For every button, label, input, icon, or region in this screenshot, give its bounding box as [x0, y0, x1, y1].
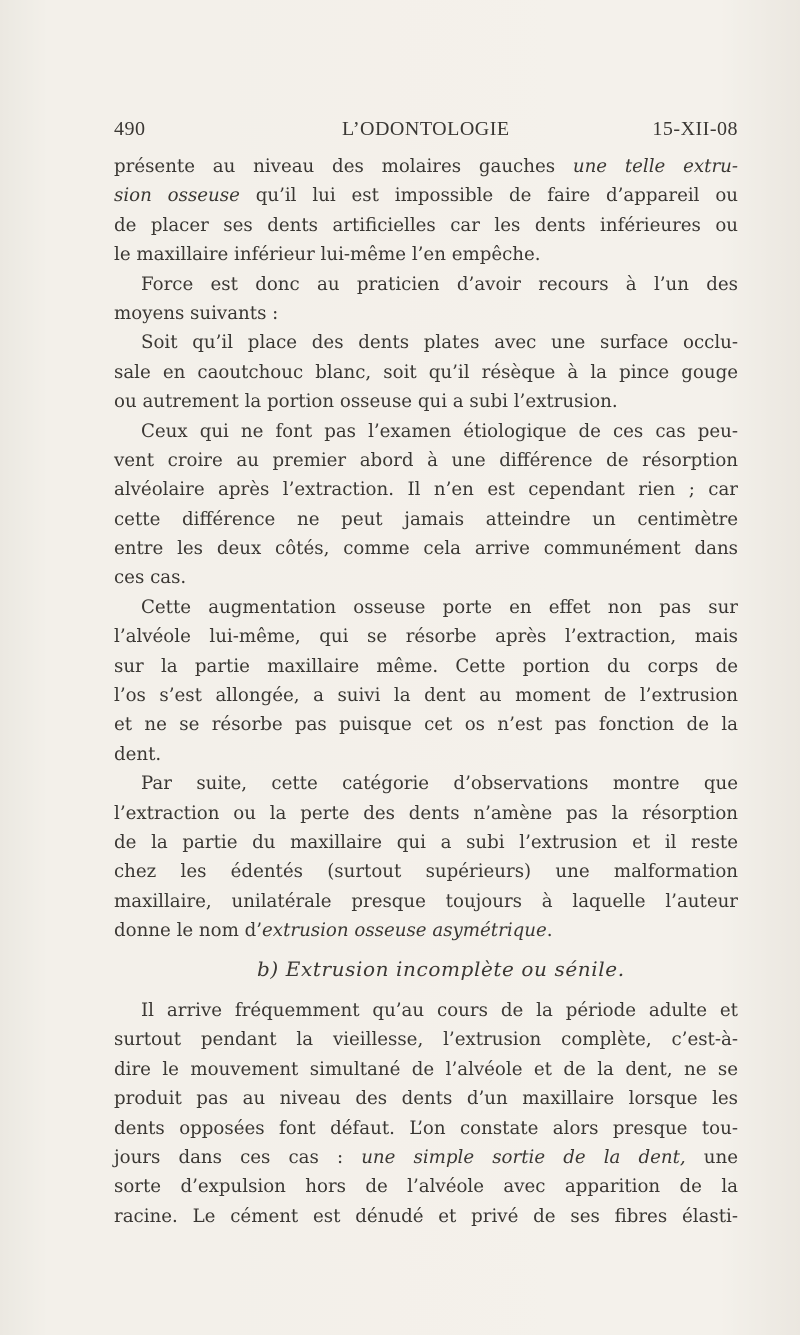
text-line: moyens suivants :: [114, 302, 279, 324]
text-line: Cette augmentation osseuse porte en effet non pas sur: [141, 596, 738, 618]
text-line: sur la partie maxillaire même. Cette portion du corps de: [114, 655, 738, 677]
text-line: surtout pendant la vieillesse, l’extrusion complète, c’est-à-: [114, 1029, 738, 1051]
text-line: de la partie du maxillaire qui a subi l’extrusion et il reste: [114, 831, 738, 853]
text-line: donne le nom d’extrusion osseuse asymétrique.: [114, 920, 553, 942]
text-line: Ceux qui ne font pas l’examen étiologique de ces cas peu-: [141, 420, 738, 442]
text-line: Force est donc au praticien d’avoir recours à l’un des: [141, 273, 738, 295]
text-line: et ne se résorbe pas puisque cet os n’est pas fonction de la: [114, 714, 738, 736]
paragraph: [114, 270, 738, 329]
text-line: ces cas.: [114, 567, 187, 589]
issue-date: 15-XII-08: [652, 118, 738, 140]
paragraph: [114, 328, 738, 416]
body-text: [114, 152, 738, 1231]
text-line: Par suite, cette catégorie d’observations montre que: [141, 773, 738, 795]
text-line: sorte d’expulsion hors de l’alvéole avec apparition de la: [114, 1176, 738, 1198]
text-line: maxillaire, unilatérale presque toujours à laquelle l’auteur: [114, 890, 738, 912]
section-subheading: b) Extrusion incomplète ou sénile.: [257, 956, 625, 981]
text-line: Soit qu’il place des dents plates avec une surface occlu-: [141, 332, 738, 354]
text-line: racine. Le cément est dénudé et privé de ses fibres élasti-: [114, 1205, 738, 1227]
text-line: entre les deux côtés, comme cela arrive communément dans: [114, 538, 738, 560]
text-line: l’alvéole lui-même, qui se résorbe après l’extraction, mais: [114, 626, 738, 648]
text-line: le maxillaire inférieur lui-même l’en empêche.: [114, 244, 541, 266]
text-line: jours dans ces cas : une simple sortie de la dent, une: [114, 1146, 738, 1168]
text-line: présente au niveau des molaires gauches une telle extru-: [114, 156, 738, 177]
text-line: chez les édentés (surtout supérieurs) une malformation: [114, 861, 738, 883]
emphasis: une simple sortie de la dent,: [361, 1146, 686, 1168]
paragraph: [114, 417, 738, 593]
paragraph: [114, 769, 738, 945]
text-line: sale en caoutchouc blanc, soit qu’il résèque à la pince gouge: [114, 361, 738, 383]
running-title: L’ODONTOLOGIE: [342, 118, 510, 140]
paragraph: [114, 593, 738, 769]
emphasis: une telle extru-: [572, 156, 738, 177]
text-line: dents opposées font défaut. L’on constate alors presque tou-: [114, 1117, 738, 1139]
text-line: sion osseuse qu’il lui est impossible de faire d’appareil ou: [114, 185, 738, 207]
text-line: l’os s’est allongée, a suivi la dent au moment de l’extrusion: [114, 685, 738, 707]
text-line: de placer ses dents artificielles car les dents inférieures ou: [114, 214, 738, 236]
text-line: dire le mouvement simultané de l’alvéole et de la dent, ne se: [114, 1058, 738, 1080]
text-line: vent croire au premier abord à une différence de résorption: [114, 449, 738, 471]
text-line: alvéolaire après l’extraction. Il n’en est cependant rien ; car: [114, 479, 738, 501]
text-line: produit pas au niveau des dents d’un maxillaire lorsque les: [114, 1088, 738, 1110]
text-line: dent.: [114, 743, 162, 765]
emphasis: extrusion osseuse asymétrique: [262, 920, 547, 942]
text-line: ou autrement la portion osseuse qui a subi l’extrusion.: [114, 391, 618, 413]
text-line: l’extraction ou la perte des dents n’amène pas la résorption: [114, 802, 738, 824]
running-header: [114, 118, 738, 148]
paragraph: [114, 996, 738, 1231]
paragraph: [114, 152, 738, 270]
text-line: cette différence ne peut jamais atteindre un centimètre: [114, 508, 738, 530]
emphasis: sion osseuse: [114, 185, 240, 207]
page-number: 490: [114, 118, 146, 140]
text-line: Il arrive fréquemment qu’au cours de la période adulte et: [141, 999, 738, 1021]
